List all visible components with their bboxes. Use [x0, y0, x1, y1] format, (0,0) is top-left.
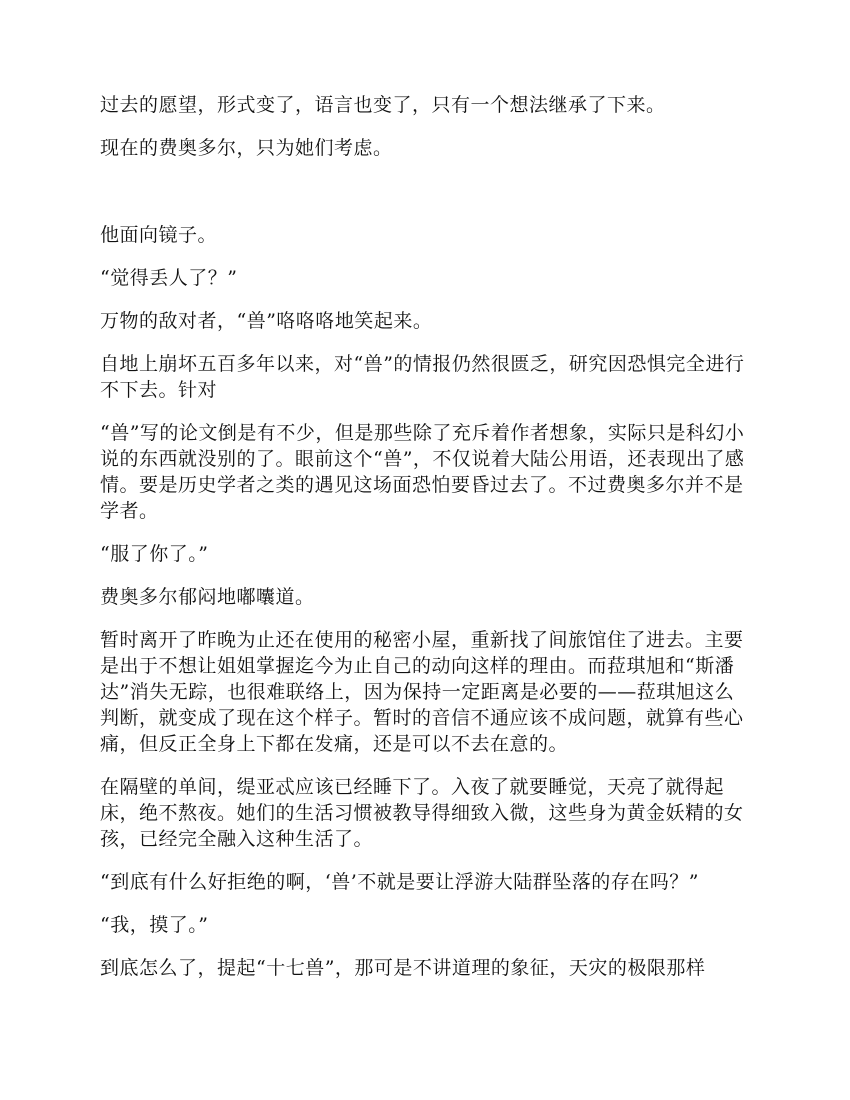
paragraph-10: 暂时离开了昨晚为止还在使用的秘密小屋，重新找了间旅馆住了进去。主要是出于不想让姐姐掌握迄今为止自己的动向这样的理由。而菈琪旭和“斯潘达”消失无踪，也很难联络上，因为保持一定距离是必要的——菈琪旭这么判断，就变成了现在这个样子。暂时的音信不通应该不成问题，就算有些心痛，但反正全身上下都在发痛，还是可以不去在意的。 — [100, 629, 744, 755]
paragraph-7: “兽”写的论文倒是有不少，但是那些除了充斥着作者想象，实际只是科幻小说的东西就没别的了。眼前这个“兽”，不仅说着大陆公用语，还表现出了感情。要是历史学者之类的遇见这场面恐怕要昏过去了。不过费奥多尔并不是学者。 — [100, 422, 745, 522]
paragraph-14: 到底怎么了，提起“十七兽”，那可是不讲道理的象征，天灾的极限那样 — [100, 957, 706, 979]
paragraph-12: “到底有什么好拒绝的啊，‘兽’不就是要让浮游大陆群坠落的存在吗？” — [100, 871, 700, 893]
paragraph-11: 在隔壁的单间，缇亚忒应该已经睡下了。入夜了就要睡觉，天亮了就得起床，绝不熬夜。她们的生活习惯被教导得细致入微，这些身为黄金妖精的女孩，已经完全融入这种生活了。 — [100, 776, 744, 850]
paragraph-1: 过去的愿望，形式变了，语言也变了，只有一个想法继承了下来。 — [100, 94, 666, 116]
paragraph-13: “我，摸了。” — [100, 914, 209, 936]
paragraph-3: 他面向镜子。 — [100, 224, 218, 246]
paragraph-4: “觉得丢人了？” — [100, 267, 238, 289]
paragraph-2: 现在的费奥多尔，只为她们考虑。 — [100, 137, 393, 159]
paragraph-6: 自地上崩坏五百多年以来，对“兽”的情报仍然很匮乏，研究因恐惧完全进行不下去。针对 — [100, 353, 745, 401]
paragraph-8: “服了你了。” — [100, 543, 209, 565]
paragraph-9: 费奥多尔郁闷地嘟囔道。 — [100, 586, 315, 608]
scene-break — [100, 178, 750, 222]
paragraph-5: 万物的敌对者，“兽”咯咯咯地笑起来。 — [100, 310, 433, 332]
body-text — [100, 92, 750, 998]
